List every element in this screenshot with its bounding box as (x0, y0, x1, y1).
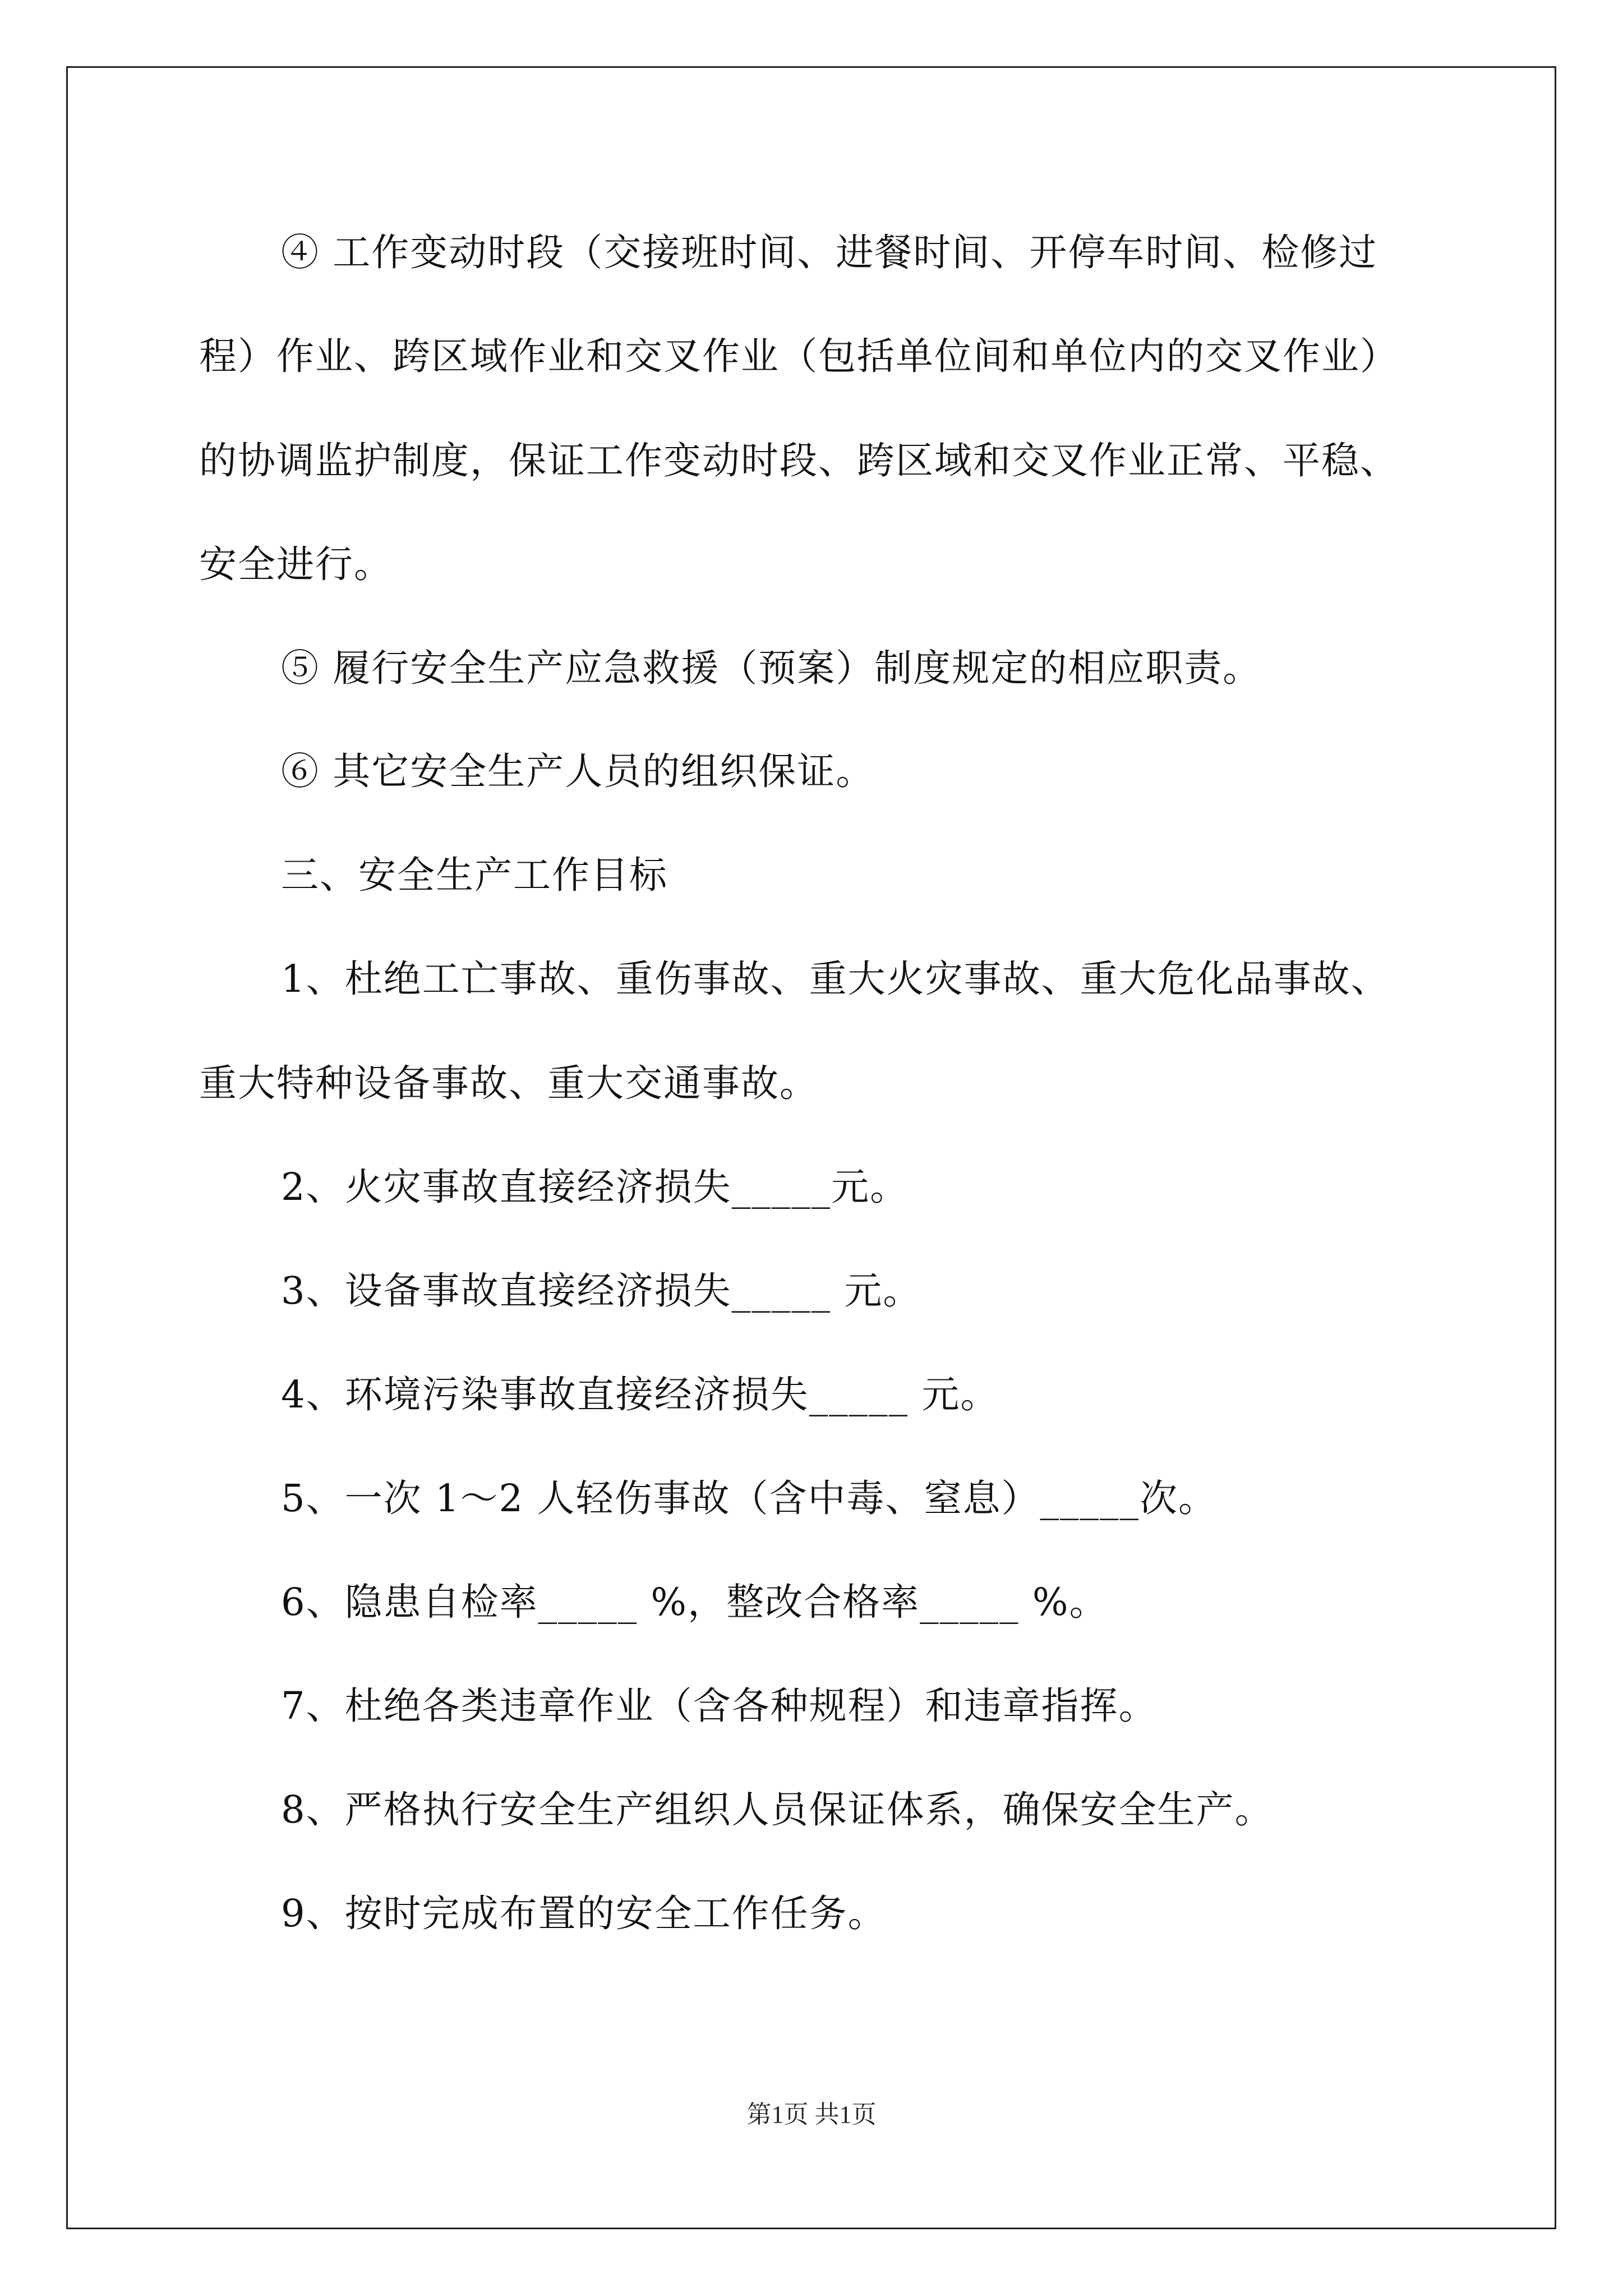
text-line: ⑥ 其它安全生产人员的组织保证。 (281, 749, 875, 793)
text-line: ⑤ 履行安全生产应急救援（预案）制度规定的相应职责。 (281, 646, 1262, 690)
text-line: 2、火灾事故直接经济损失_____元。 (281, 1165, 909, 1209)
text-line: 9、按时完成布置的安全工作任务。 (281, 1892, 887, 1935)
text-line: 1、杜绝工亡事故、重伤事故、重大火灾事故、重大危化品事故、 (281, 957, 1390, 1001)
text-line: 4、环境污染事故直接经济损失_____ 元。 (281, 1373, 999, 1416)
text-line: 安全进行。 (199, 542, 393, 586)
section-heading: 三、安全生产工作目标 (281, 853, 668, 897)
page-footer: 第1页 共1页 (746, 2101, 877, 2128)
text-line: 8、严格执行安全生产组织人员保证体系，确保安全生产。 (281, 1788, 1274, 1832)
text-line: 5、一次 1～2 人轻伤事故（含中毒、窒息）_____次。 (281, 1476, 1217, 1520)
text-line: 的协调监护制度，保证工作变动时段、跨区域和交叉作业正常、平稳、 (199, 439, 1399, 482)
text-line: 3、设备事故直接经济损失_____ 元。 (281, 1269, 922, 1313)
text-line: 6、隐患自检率_____ %，整改合格率_____ %。 (281, 1580, 1108, 1624)
text-line: 重大特种设备事故、重大交通事故。 (199, 1061, 818, 1105)
text-line: 7、杜绝各类违章作业（含各种规程）和违章指挥。 (281, 1684, 1158, 1728)
text-line: 程）作业、跨区域作业和交叉作业（包括单位间和单位内的交叉作业） (199, 334, 1399, 378)
text-line: ④ 工作变动时段（交接班时间、进餐时间、开停车时间、检修过 (281, 231, 1378, 274)
